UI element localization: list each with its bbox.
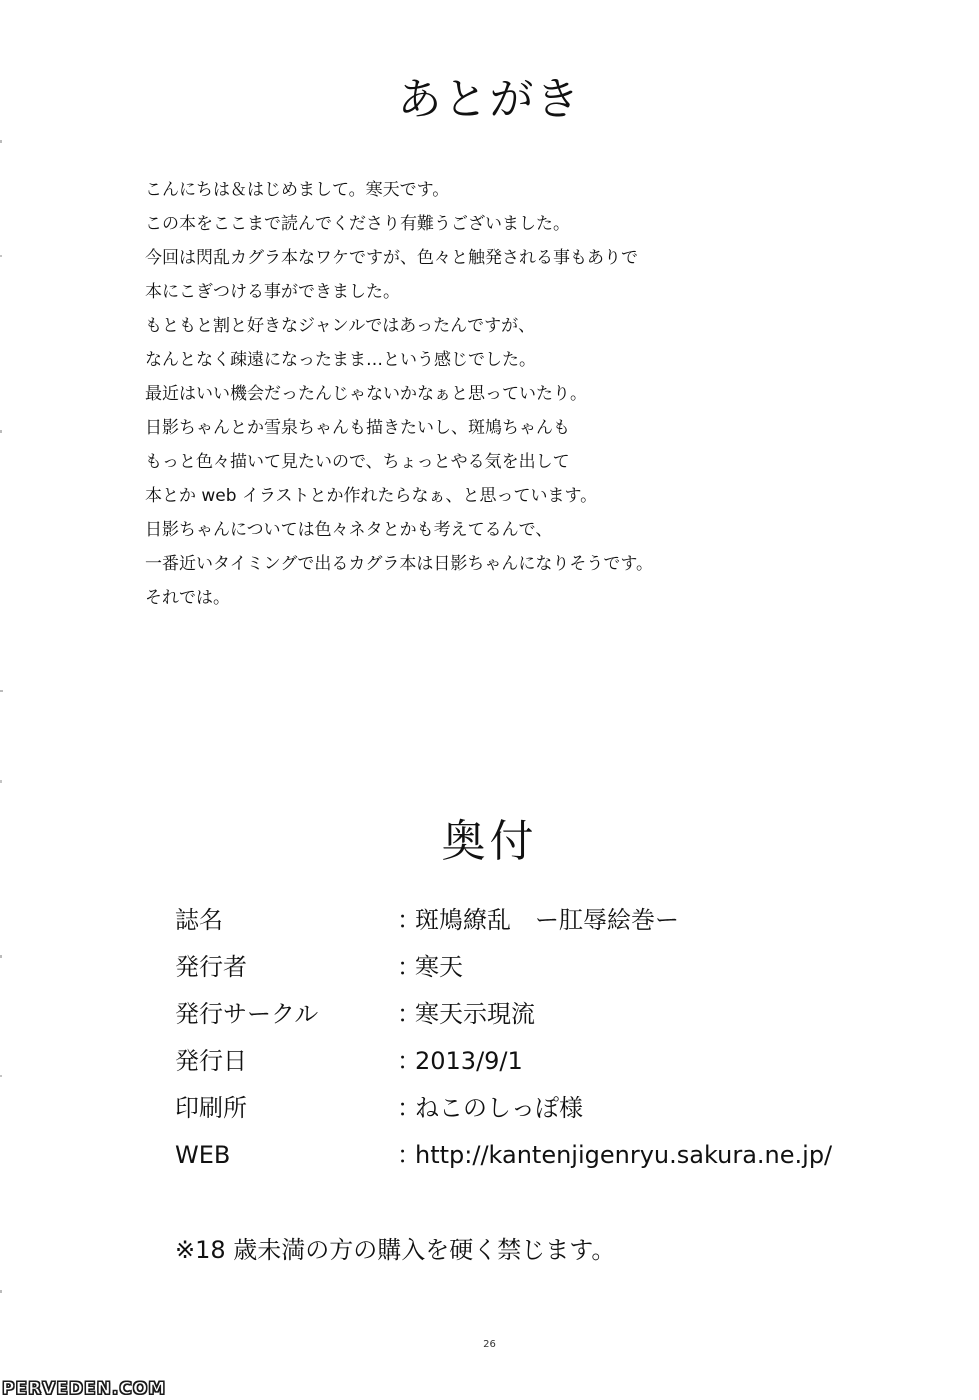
- colophon-colon: ：: [397, 1047, 421, 1075]
- colophon-row-publisher: [175, 944, 875, 991]
- age-restriction-notice: ※18 歳未満の方の購入を硬く禁じます。: [175, 1236, 616, 1264]
- afterword-line: 本とか web イラストとか作れたらなぁ、と思っています。: [145, 486, 598, 506]
- afterword-line: 一番近いタイミングで出るカグラ本は日影ちゃんになりそうです。: [145, 554, 653, 574]
- colophon-colon: ：: [397, 906, 421, 934]
- afterword-line: この本をここまで読んでくださり有難うございました。: [145, 214, 570, 234]
- colophon-row-date: [175, 1038, 875, 1085]
- colophon-value: 寒天示現流: [415, 1000, 535, 1028]
- afterword-line: 本にこぎつける事ができました。: [145, 282, 400, 302]
- colophon-colon: ：: [397, 953, 421, 981]
- colophon-value: 寒天: [415, 953, 463, 981]
- colophon-colon: ：: [397, 1000, 421, 1028]
- colophon-colon: ：: [397, 1141, 421, 1169]
- scan-edge-marks: [0, 0, 6, 1400]
- colophon-row-web: [175, 1132, 875, 1179]
- colophon-title: 奥付: [441, 816, 538, 867]
- afterword-line: 日影ちゃんについては色々ネタとかも考えてるんで、: [145, 520, 553, 540]
- afterword-line: なんとなく疎遠になったまま…という感じでした。: [145, 350, 536, 370]
- colophon-label: 発行者: [175, 953, 247, 981]
- colophon-value: ねこのしっぽ様: [415, 1094, 583, 1122]
- colophon-row-title: [175, 897, 875, 944]
- afterword-line: こんにちは＆はじめまして。寒天です。: [145, 180, 450, 200]
- afterword-line: 最近はいい機会だったんじゃないかなぁと思っていたり。: [145, 384, 587, 404]
- colophon-label: 印刷所: [175, 1094, 247, 1122]
- colophon-label: 発行日: [175, 1047, 247, 1075]
- site-watermark: PERVEDEN.COM: [2, 1379, 167, 1399]
- page-number: 26: [483, 1339, 496, 1350]
- colophon-colon: ：: [397, 1094, 421, 1122]
- afterword-body: [145, 173, 865, 615]
- colophon-table: [175, 897, 875, 1179]
- colophon-label: WEB: [175, 1141, 231, 1169]
- colophon-label: 発行サークル: [175, 1000, 319, 1028]
- colophon-label: 誌名: [175, 906, 223, 934]
- colophon-value: 斑鳩繚乱 ー肛辱絵巻ー: [415, 906, 679, 934]
- colophon-web-url: http://kantenjigenryu.sakura.ne.jp/: [415, 1141, 833, 1169]
- colophon-row-circle: [175, 991, 875, 1038]
- afterword-line: もともと割と好きなジャンルではあったんですが、: [145, 316, 536, 336]
- afterword-title: あとがき: [397, 74, 582, 125]
- colophon-row-printer: [175, 1085, 875, 1132]
- afterword-line: それでは。: [145, 588, 230, 608]
- afterword-line: 日影ちゃんとか雪泉ちゃんも描きたいし、斑鳩ちゃんも: [145, 418, 570, 438]
- afterword-line: 今回は閃乱カグラ本なワケですが、色々と触発される事もありで: [145, 248, 638, 268]
- colophon-value: 2013/9/1: [415, 1047, 523, 1075]
- afterword-line: もっと色々描いて見たいので、ちょっとやる気を出して: [145, 452, 570, 472]
